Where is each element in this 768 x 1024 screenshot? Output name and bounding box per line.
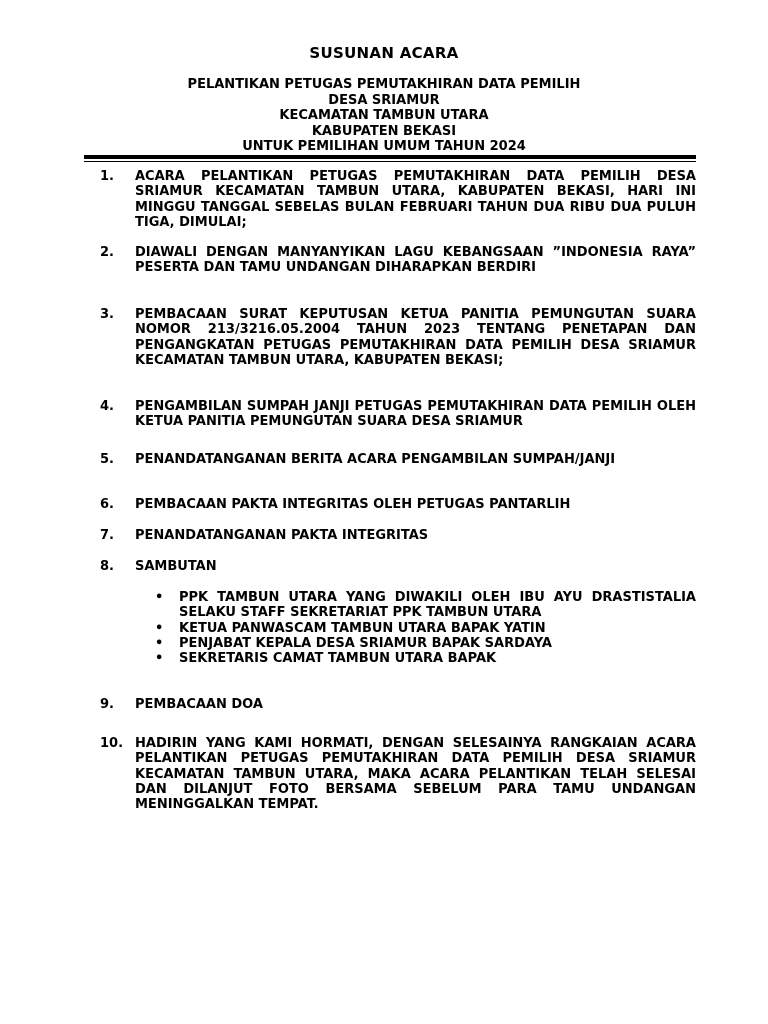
agenda-item-6 (100, 497, 696, 512)
subtitle-line: PELANTIKAN PETUGAS PEMUTAKHIRAN DATA PEMILIH (187, 77, 581, 92)
agenda-item-5 (100, 452, 696, 467)
list-item (155, 651, 696, 666)
subtitle-line: DESA SRIAMUR (328, 92, 440, 108)
item-text: SAMBUTAN (135, 559, 217, 574)
list-item-text: PENJABAT KEPALA DESA SRIAMUR BAPAK SARDAYA (179, 635, 552, 651)
item-text: ACARA PELANTIKAN PETUGAS PEMUTAKHIRAN DATA PEMILIH DESA SRIAMUR KECAMATAN TAMBUN UTARA, KABUPATEN BEKASI, HARI INI MINGGU TANGGAL SEBELAS BULAN FEBRUARI TAHUN DUA RIBU DUA PULUH TIGA, DIMULAI; (135, 169, 696, 230)
list-item-text: KETUA PANWASCAM TAMBUN UTARA BAPAK YATIN (179, 620, 546, 636)
agenda-item-9 (100, 697, 696, 712)
sambutan-list (155, 590, 696, 666)
header-divider-thick (84, 155, 696, 159)
agenda-item-8 (100, 559, 696, 574)
document-subtitle (0, 77, 768, 155)
list-item (155, 636, 696, 651)
item-number: 6. (100, 497, 114, 512)
agenda-item-7 (100, 528, 696, 543)
bullet-icon: • (155, 620, 164, 636)
item-text: HADIRIN YANG KAMI HORMATI, DENGAN SELESAINYA RANGKAIAN ACARA PELANTIKAN PETUGAS PEMUTAKHIRAN DATA PEMILIH DESA SRIAMUR KECAMATAN TAMBUN UTARA, MAKA ACARA PELANTIKAN TELAH SELESAI DAN DILANJUT FOTO BERSAMA SEBELUM PARA TAMU UNDANGAN MENINGGALKAN TEMPAT. (135, 736, 696, 813)
subtitle-line: KECAMATAN TAMBUN UTARA (279, 108, 489, 124)
item-text: PEMBACAAN SURAT KEPUTUSAN KETUA PANITIA PEMUNGUTAN SUARA NOMOR 213/3216.05.2004 TAHUN 2023 TENTANG PENETAPAN DAN PENGANGKATAN PETUGAS PEMUTAKHIRAN DATA PEMILIH DESA SRIAMUR KECAMATAN TAMBUN UTARA, KABUPATEN BEKASI; (135, 307, 696, 368)
list-item (155, 621, 696, 636)
item-number: 2. (100, 245, 114, 260)
subtitle-line: KABUPATEN BEKASI (311, 123, 457, 139)
item-text: DIAWALI DENGAN MANYANYIKAN LAGU KEBANGSAAN ”INDONESIA RAYA” PESERTA DAN TAMU UNDANGAN DIHARAPKAN BERDIRI (135, 245, 696, 276)
bullet-icon: • (155, 635, 164, 651)
item-number: 9. (100, 697, 114, 712)
item-text: PENANDATANGANAN BERITA ACARA PENGAMBILAN SUMPAH/JANJI (135, 452, 616, 467)
item-number: 3. (100, 307, 114, 322)
bullet-icon: • (155, 651, 164, 667)
header-divider-thin (84, 161, 696, 162)
item-text: PENANDATANGANAN PAKTA INTEGRITAS (135, 528, 429, 543)
list-item (155, 590, 696, 621)
item-text: PENGAMBILAN SUMPAH JANJI PETUGAS PEMUTAKHIRAN DATA PEMILIH OLEH KETUA PANITIA PEMUNGUTAN SUARA DESA SRIAMUR (135, 399, 696, 430)
item-text: PEMBACAAN PAKTA INTEGRITAS OLEH PETUGAS PANTARLIH (135, 497, 571, 512)
item-number: 7. (100, 528, 114, 543)
subtitle-line: UNTUK PEMILIHAN UMUM TAHUN 2024 (242, 139, 526, 155)
item-number: 5. (100, 452, 114, 467)
bullet-icon: • (155, 590, 164, 605)
list-item-text: SEKRETARIS CAMAT TAMBUN UTARA BAPAK (179, 651, 497, 667)
agenda-item-10 (100, 736, 696, 812)
item-text: PEMBACAAN DOA (135, 697, 263, 712)
item-number: 10. (100, 736, 124, 751)
agenda-item-3 (100, 307, 696, 368)
item-number: 8. (100, 559, 114, 574)
agenda-item-4 (100, 399, 696, 430)
list-item-text: PPK TAMBUN UTARA YANG DIWAKILI OLEH IBU AYU DRASTISTALIA SELAKU STAFF SEKRETARIAT PPK TAMBUN UTARA (179, 590, 696, 621)
item-number: 1. (100, 169, 114, 184)
agenda-item-1 (100, 169, 696, 230)
item-number: 4. (100, 399, 114, 414)
agenda-item-2 (100, 245, 696, 276)
document-title: SUSUNAN ACARA (309, 44, 459, 62)
